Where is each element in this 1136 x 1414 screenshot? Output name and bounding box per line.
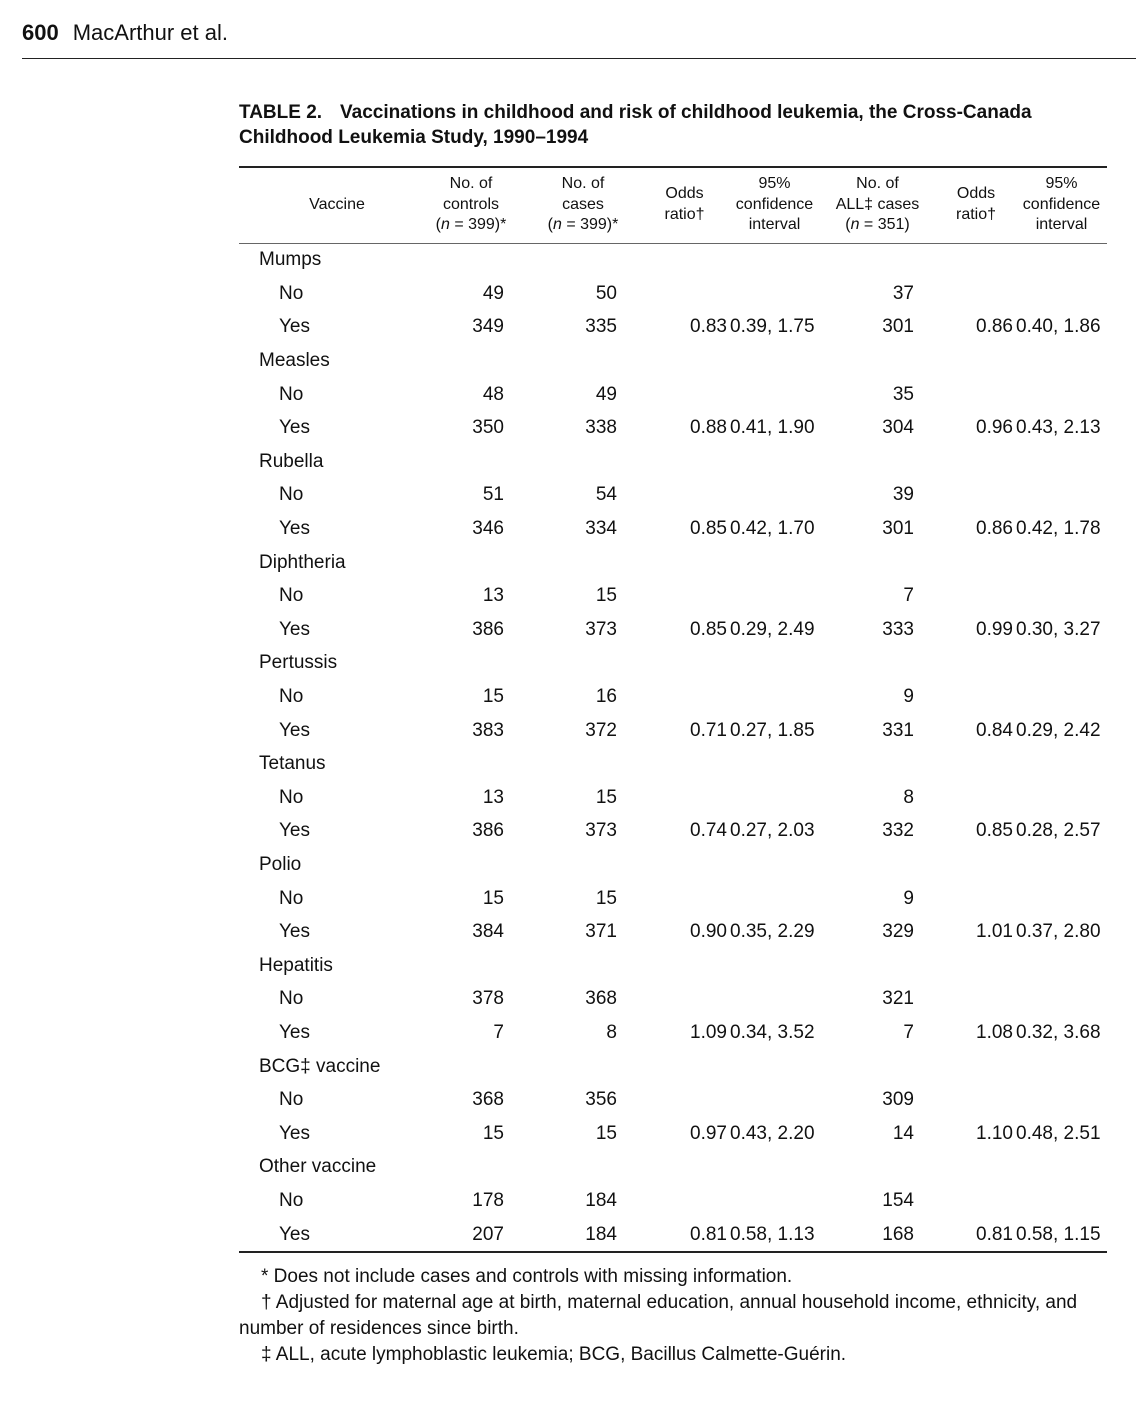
cell-all: 301 [882,518,914,540]
table-row [239,915,1107,949]
cell-all: 7 [903,585,914,607]
cell-all: 304 [882,417,914,439]
cell-ci1 [730,579,819,613]
row-label: No [279,988,304,1010]
cell-all: 333 [882,618,914,640]
cell-or2 [936,882,1016,916]
cell-all: 331 [882,719,914,741]
cell-or2 [936,1083,1016,1117]
cell-all: 321 [882,988,914,1010]
cell-ci2 [1016,983,1107,1017]
cell-controls: 49 [482,282,504,304]
cell-or1 [639,1184,730,1218]
cell-controls: 15 [482,686,504,708]
cell-or1: 0.83 [690,316,727,338]
table-row [239,378,1107,412]
row-label: No [279,484,304,506]
row-label: No [279,1089,304,1111]
vaccine-group-row [239,747,1107,781]
table-row [239,277,1107,311]
cell-cases: 16 [595,686,617,708]
table-body [239,243,1107,1252]
cell-controls: 51 [482,484,504,506]
cell-all: 329 [882,921,914,943]
cell-cases: 373 [585,618,617,640]
cell-or2: 0.86 [976,316,1013,338]
footnote-missing: * Does not include cases and controls with missing information. [261,1266,793,1287]
header-vaccine: Vaccine [309,195,365,213]
cell-ci2: 0.48, 2.51 [1016,1122,1101,1144]
vaccine-group-row [239,1151,1107,1185]
cell-or1: 0.71 [690,719,727,741]
cell-ci1: 0.27, 1.85 [730,719,815,741]
table-row [239,781,1107,815]
row-label: Yes [279,1021,310,1043]
cell-or1 [639,277,730,311]
cell-controls: 7 [493,1021,504,1043]
table-row [239,1117,1107,1151]
cell-or1: 0.85 [690,518,727,540]
vaccine-name: Pertussis [259,652,338,674]
footnote-adjusted: † Adjusted for maternal age at birth, maternal education, annual household income, ethnicity, and number of residences since birth. [239,1292,1078,1339]
cell-ci2: 0.37, 2.80 [1016,921,1101,943]
cell-or1: 0.81 [690,1223,727,1245]
cell-all: 39 [892,484,914,506]
table-row [239,1016,1107,1050]
header-controls: No. of controls (n = 399)* [435,175,507,233]
cell-or2: 0.85 [976,820,1013,842]
table-row [239,512,1107,546]
row-label: Yes [279,719,310,741]
row-label: Yes [279,316,310,338]
vaccine-group-row [239,243,1107,277]
cell-controls: 13 [482,585,504,607]
table-row [239,882,1107,916]
cell-all: 37 [892,282,914,304]
cell-or2: 0.99 [976,618,1013,640]
cell-ci2 [1016,680,1107,714]
cell-ci2: 0.58, 1.15 [1016,1223,1101,1245]
header-ci-2: 95% confidence interval [1022,175,1101,233]
cell-ci1 [730,882,819,916]
cell-controls: 13 [482,786,504,808]
table-row [239,983,1107,1017]
row-label: Yes [279,1122,310,1144]
running-head-authors: MacArthur et al. [72,20,228,45]
cell-all: 309 [882,1089,914,1111]
cell-ci1 [730,1184,819,1218]
cell-or2 [936,378,1016,412]
header-all-cases: No. of ALL‡ cases (n = 351) [835,175,920,233]
cell-ci1: 0.35, 2.29 [730,921,815,943]
cell-controls: 178 [472,1189,504,1211]
row-label: No [279,786,304,808]
cell-cases: 373 [585,820,617,842]
cell-ci2 [1016,882,1107,916]
cell-or1: 0.97 [690,1122,727,1144]
cell-or1 [639,378,730,412]
cell-cases: 49 [595,383,617,405]
cell-controls: 207 [472,1223,504,1245]
row-label: No [279,1189,304,1211]
cell-ci1 [730,479,819,513]
table-row [239,1083,1107,1117]
cell-cases: 368 [585,988,617,1010]
cell-or1: 0.74 [690,820,727,842]
cell-or1: 0.88 [690,417,727,439]
cell-all: 9 [903,887,914,909]
table-row [239,1184,1107,1218]
vaccine-group-row [239,647,1107,681]
cell-cases: 15 [595,585,617,607]
cell-controls: 15 [482,1122,504,1144]
vaccine-name: Other vaccine [259,1156,377,1178]
cell-cases: 184 [585,1189,617,1211]
cell-cases: 335 [585,316,617,338]
row-label: Yes [279,921,310,943]
cell-cases: 15 [595,1122,617,1144]
cell-ci1 [730,680,819,714]
cell-ci2: 0.30, 3.27 [1016,618,1101,640]
cell-or1: 0.85 [690,618,727,640]
header-ci-1: 95% confidence interval [735,175,814,233]
cell-ci1: 0.58, 1.13 [730,1223,815,1245]
vaccine-name: BCG‡ vaccine [259,1055,381,1077]
cell-all: 332 [882,820,914,842]
cell-ci2: 0.28, 2.57 [1016,820,1101,842]
table-header-row [239,167,1107,243]
vaccine-group-row [239,1050,1107,1084]
cell-or2 [936,579,1016,613]
row-label: No [279,686,304,708]
cell-all: 168 [882,1223,914,1245]
row-label: Yes [279,417,310,439]
cell-or1 [639,983,730,1017]
footnote-abbreviations: ‡ ALL, acute lymphoblastic leukemia; BCG, Bacillus Calmette-Guérin. [261,1344,847,1365]
cell-or2: 1.01 [976,921,1013,943]
vaccine-group-row [239,344,1107,378]
cell-cases: 184 [585,1223,617,1245]
cell-cases: 334 [585,518,617,540]
cell-ci1 [730,277,819,311]
cell-or1 [639,1083,730,1117]
cell-or2: 1.08 [976,1021,1013,1043]
header-odds-ratio-2: Odds ratio† [955,185,997,223]
cell-ci2 [1016,378,1107,412]
cell-or1 [639,882,730,916]
cell-ci2: 0.42, 1.78 [1016,518,1101,540]
cell-controls: 384 [472,921,504,943]
cell-all: 301 [882,316,914,338]
header-rule [22,58,1136,59]
cell-controls: 383 [472,719,504,741]
cell-cases: 54 [595,484,617,506]
cell-or2: 0.84 [976,719,1013,741]
table-row [239,411,1107,445]
cell-ci1 [730,378,819,412]
cell-or2: 1.10 [976,1122,1013,1144]
cell-ci1: 0.39, 1.75 [730,316,815,338]
cell-ci2: 0.29, 2.42 [1016,719,1101,741]
row-label: No [279,383,304,405]
table-row [239,579,1107,613]
row-label: Yes [279,518,310,540]
table-row [239,1218,1107,1253]
cell-or2 [936,277,1016,311]
row-label: No [279,887,304,909]
table-row [239,479,1107,513]
cell-ci2: 0.40, 1.86 [1016,316,1101,338]
cell-all: 9 [903,686,914,708]
cell-ci2: 0.43, 2.13 [1016,417,1101,439]
cell-cases: 372 [585,719,617,741]
cell-cases: 50 [595,282,617,304]
row-label: Yes [279,1223,310,1245]
cell-controls: 346 [472,518,504,540]
cell-ci1: 0.43, 2.20 [730,1122,815,1144]
cell-controls: 15 [482,887,504,909]
table-title: Vaccinations in childhood and risk of childhood leukemia, the Cross-Canada Childhood Leukemia Study, 1990–1994 [239,102,1032,148]
vaccine-name: Mumps [259,249,322,271]
cell-or2: 0.86 [976,518,1013,540]
cell-controls: 48 [482,383,504,405]
vaccination-table [239,166,1107,1253]
cell-or2 [936,781,1016,815]
cell-or2 [936,983,1016,1017]
footnotes [239,1264,1119,1368]
vaccine-group-row [239,445,1107,479]
vaccine-name: Diphtheria [259,551,346,573]
table-label: TABLE 2. [239,102,323,123]
cell-all: 7 [903,1021,914,1043]
cell-controls: 378 [472,988,504,1010]
cell-ci2 [1016,1184,1107,1218]
table-row [239,680,1107,714]
cell-controls: 386 [472,618,504,640]
row-label: No [279,585,304,607]
header-odds-ratio-1: Odds ratio† [664,185,705,223]
vaccine-group-row [239,949,1107,983]
cell-or1 [639,781,730,815]
cell-ci1: 0.29, 2.49 [730,618,815,640]
cell-ci1: 0.41, 1.90 [730,417,815,439]
vaccine-name: Polio [259,853,302,875]
cell-or1 [639,479,730,513]
cell-controls: 368 [472,1089,504,1111]
cell-or2: 0.96 [976,417,1013,439]
cell-or2 [936,680,1016,714]
cell-ci2: 0.32, 3.68 [1016,1021,1101,1043]
cell-ci2 [1016,277,1107,311]
row-label: Yes [279,618,310,640]
row-label: Yes [279,820,310,842]
cell-cases: 338 [585,417,617,439]
cell-controls: 386 [472,820,504,842]
table-row [239,714,1107,748]
cell-or1 [639,579,730,613]
cell-cases: 371 [585,921,617,943]
row-label: No [279,282,304,304]
vaccine-name: Rubella [259,450,324,472]
cell-ci1 [730,983,819,1017]
vaccine-name: Tetanus [259,753,326,775]
cell-or1: 0.90 [690,921,727,943]
table-row [239,815,1107,849]
cell-or2 [936,479,1016,513]
vaccine-group-row [239,848,1107,882]
cell-ci1 [730,781,819,815]
table-row [239,613,1107,647]
vaccine-name: Measles [259,350,330,372]
cell-all: 154 [882,1189,914,1211]
cell-ci1: 0.42, 1.70 [730,518,815,540]
cell-or1 [639,680,730,714]
cell-or2: 0.81 [976,1223,1013,1245]
table-caption [239,100,1119,150]
cell-ci2 [1016,579,1107,613]
cell-cases: 8 [606,1021,617,1043]
cell-ci2 [1016,479,1107,513]
cell-all: 8 [903,786,914,808]
table-row [239,311,1107,345]
cell-cases: 15 [595,786,617,808]
running-head [22,18,228,48]
cell-or1: 1.09 [690,1021,727,1043]
page-number: 600 [22,20,59,45]
cell-ci2 [1016,1083,1107,1117]
cell-cases: 15 [595,887,617,909]
vaccine-group-row [239,546,1107,580]
cell-ci1: 0.34, 3.52 [730,1021,815,1043]
cell-ci1: 0.27, 2.03 [730,820,815,842]
cell-all: 35 [892,383,914,405]
cell-cases: 356 [585,1089,617,1111]
cell-all: 14 [892,1122,914,1144]
cell-ci1 [730,1083,819,1117]
cell-or2 [936,1184,1016,1218]
header-cases: No. of cases (n = 399)* [547,175,619,233]
cell-controls: 349 [472,316,504,338]
cell-ci2 [1016,781,1107,815]
vaccine-name: Hepatitis [259,954,333,976]
cell-controls: 350 [472,417,504,439]
